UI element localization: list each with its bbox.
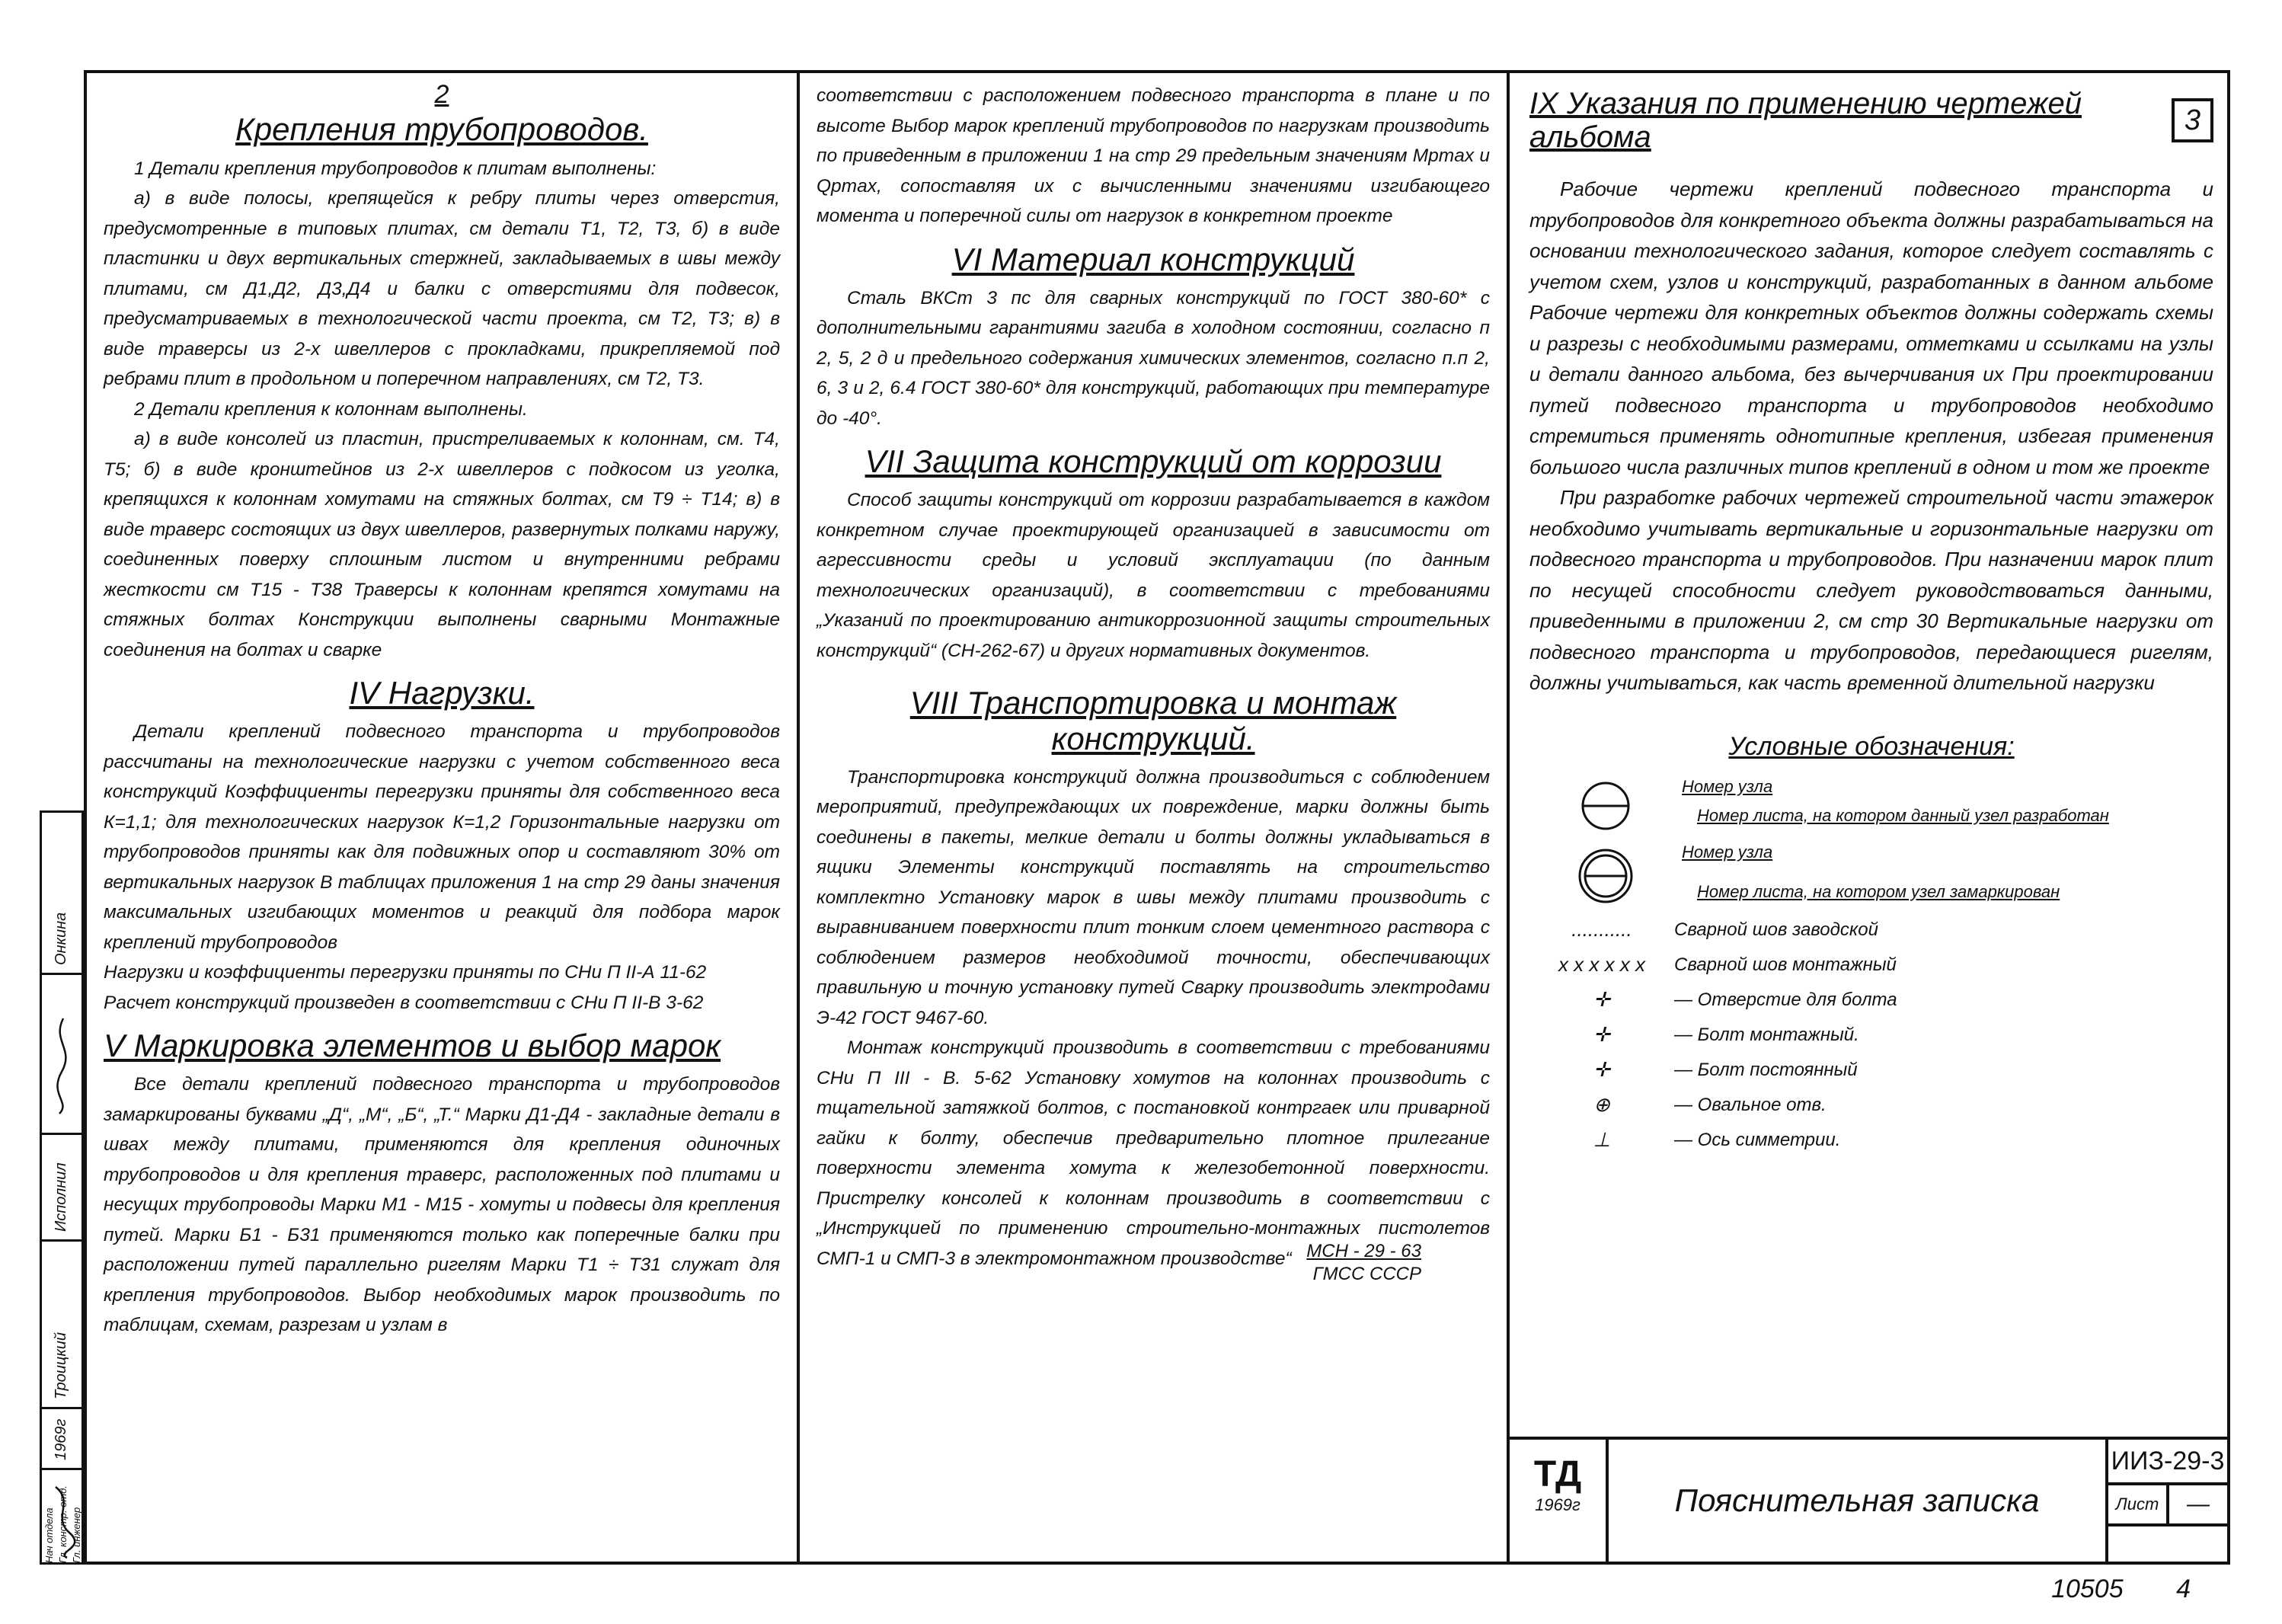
album-code: ИИЗ-29-3 (2108, 1440, 2227, 1485)
archive-number: 10505 (2051, 1574, 2124, 1603)
handwritten-signature-2 (48, 1483, 78, 1559)
node-circle-icon (1575, 775, 1636, 836)
section-2-paragraph-2: а) в виде полосы, крепящейся к ребру плиты через отверстия, предусмотренные в типовых плитах, см детали Т1, Т2, Т3, б) в виде пластинки и двух вертикальных стержней, закладываемых в швы между плитами, см Д1,Д2, Д3,Д4 и балки с отверстиями для подвесок, предусматриваемых в технологической части проекта, см Т2, Т3; в) в виде траверсы из 2-х швеллеров с прокладками, прикрепляемой под ребрами плит в продольном и поперечном направлениях, см Т2, Т3. (104, 188, 780, 390)
section-8-paragraph-1: Транспортировка конструкций должна производиться с соблюдением мероприятий, предупреждающих их повреждение, марки должны быть соединены в пакеты, мелкие детали и болты должны укладываться в ящики Элементы конструкций поставлять на строительство комплектно Установку марок в швы между плитами производить с выравниванием поверхности плит тонким слоем цементного раствора с соблюдением размеров необходимой точности, обеспечивающих правильную и точную установку путей Сварку производить электродами Э-42 ГОСТ 9467-60. (817, 766, 1490, 1028)
sheet-cell (2108, 1485, 2227, 1526)
section-8-title: VIII Транспортировка и монтаж конструкций. (909, 685, 1397, 756)
drawing-sheet (84, 70, 2230, 1565)
section-9-paragraph-2: При разработке рабочих чертежей строительной части этажерок необходимо учитывать вертикальные и горизонтальные нагрузки от подвесного транспорта и трубопроводов. При назначении марок плит по несущей способности следует руководствоваться данными, приведенными в приложении 2, см стр 30 Вертикальные нагрузки от подвесного транспорта и трубопроводов, передающиеся ригелям, должны учитываться, как часть временной длительной нагрузки (1529, 486, 2213, 694)
page-number-box: 3 (2172, 98, 2213, 142)
sheet-value: — (2166, 1485, 2227, 1523)
section-7-paragraph-1: Способ защиты конструкций от коррозии разрабатывается в каждом конкретном случае проектирующей организацией в зависимости от агрессивности среды и условий эксплуатации (по данным технологических организаций), в соответствии с требованиями „Указаний по проектированию антикоррозионной защиты строительных конструкций“ (СН-262-67) и других нормативных документов. (817, 490, 1490, 661)
stamp-year: 1969г (53, 1418, 69, 1460)
archive-numbers (2006, 1574, 2191, 1604)
field-weld-icon: x x x x x x (1558, 953, 1646, 976)
sheet-label: Лист (2115, 1495, 2159, 1514)
stamp-name-2: Троицкий (53, 1331, 69, 1399)
column-middle (797, 73, 1507, 1562)
legend-label: — Болт монтажный. (1674, 1024, 1859, 1045)
section-4-paragraph-3: Расчет конструкций произведен в соответствии с СНи П II-В 3-62 (104, 992, 704, 1013)
norm-reference-bottom: ГМСС СССР (1312, 1264, 1421, 1285)
legend-label: Сварной шов монтажный (1674, 954, 1897, 975)
legend-node-number: Номер узла (1682, 776, 1773, 796)
section-2-title: Крепления трубопроводов. (235, 111, 648, 148)
bolt-hole-icon: ✛ (1593, 988, 1610, 1011)
column-left (87, 73, 797, 1562)
handwritten-signature (48, 1011, 78, 1117)
sheet-number: 4 (2176, 1574, 2191, 1603)
permanent-bolt-icon: ✛ (1593, 1058, 1610, 1081)
oval-hole-icon: ⊕ (1593, 1093, 1610, 1116)
legend-node-marked (1529, 842, 2213, 913)
section-5-continuation: соответствии с расположением подвесного транспорта в плане и по высоте Выбор марок креплений трубопроводов по нагрузкам производить по приведенным в приложении 1 на стр 29 предельным значениям Мрmax и Qрmax, сопоставляя их с вычисленными значениями изгибающего момента и поперечной силы от нагрузок в конкретном проекте (817, 85, 1490, 226)
stamp-role-chief-designer: Гл. констр. отд. (57, 1485, 69, 1563)
section-2-paragraph-3: 2 Детали крепления к колоннам выполнены. (134, 398, 528, 420)
legend-label: — Овальное отв. (1674, 1094, 1827, 1115)
document-title: Пояснительная записка (1674, 1482, 2040, 1518)
legend-row (1529, 1123, 2213, 1158)
section-9-title: IX Указания по применению чертежей альбома (1529, 87, 2082, 154)
title-block (1507, 1437, 2227, 1562)
signature-stamp (40, 810, 84, 1565)
legend-row (1529, 948, 2213, 983)
section-6-paragraph-1: Сталь ВКСт 3 пс для сварных конструкций по ГОСТ 380-60* с дополнительными гарантиями загиба в холодном состоянии, согласно п 2, 5, 2 д и предельного содержания химических элементов, согласно п.п 2, 6, 3 и 2, 6.4 ГОСТ 380-60* для конструкций, работающих при температуре до -40°. (817, 287, 1490, 429)
legend-sheet-marked: Номер листа, на котором узел замаркирован (1697, 881, 2060, 901)
section-2-paragraph-1: 1 Детали крепления трубопроводов к плитам выполнены: (134, 158, 657, 179)
section-2-number: 2 (434, 80, 449, 109)
legend-label: — Ось симметрии. (1674, 1129, 1841, 1150)
section-2-paragraph-4: а) в виде консолей из пластин, пристреливаемых к колоннам, см. Т4, Т5; б) в виде кронштейнов из 2-х швеллеров с подкосом из уголка, крепящихся к колоннам хомутами на стяжных болтах, см Т9 ÷ Т14; в) в виде траверс состоящих из двух швеллеров, развернутых полками наружу, соединенных поверху сплошным листом и внутренними ребрами жесткости см Т15 - Т38 Траверсы к колоннам крепятся хомутами на стяжных болтах Конструкции выполнены сварными Монтажные соединения на болтах и сварке (104, 429, 780, 660)
node-double-circle-icon (1575, 846, 1636, 906)
stamp-name-1: Онкина (53, 912, 69, 965)
section-9-paragraph-1: Рабочие чертежи креплений подвесного транспорта и трубопроводов для конкретного объекта должны разрабатываться на основании технологического задания, которое следует составлять с учетом схем, узлов и конструкций, разработанных в данном альбоме Рабочие чертежи для конкретных объектов должны содержать схемы и разрезы с необходимыми размерами, отметками и ссылками на узлы и детали данного альбома, без вычерчивания их При проектировании путей подвесного транспорта и трубопроводов необходимо стремиться применять однотипные крепления, избегая применения большого числа различных типов креплений в одном и том же проекте (1529, 177, 2213, 478)
legend-sheet-developed: Номер листа, на котором данный узел разработан (1697, 805, 2109, 825)
section-8-paragraph-2: Монтаж конструкций производить в соответствии с требованиями СНи П III - В. 5-62 Установку хомутов на колоннах производить с тщательной затяжкой болтов, с постановкой контргаек или приварной гайки к болту, обеспечив предварительно плотное прилегание поверхности элемента хомута к железобетонной поверхности. Пристрелку консолей к колоннам производить в соответствии с „Инструкцией по применению строительно-монтажных пистолетов СМП-1 и СМП-3 в электромонтажном производстве“ (817, 1037, 1490, 1269)
section-5-title: V Маркировка элементов и выбор марок (104, 1028, 721, 1064)
section-4-paragraph-2: Нагрузки и коэффициенты перегрузки приняты по СНи П II-А 11-62 (104, 962, 707, 983)
section-6-title: VI Материал конструкций (951, 241, 1355, 277)
title-block-code (2105, 1440, 2227, 1562)
norm-reference-top: МСН - 29 - 63 (1306, 1241, 1421, 1262)
legend-node-number-2: Номер узла (1682, 842, 1773, 862)
section-4-title: IV Нагрузки. (349, 675, 535, 711)
stamp-role-head: Нач отдела (43, 1507, 55, 1563)
legend-row (1529, 1018, 2213, 1053)
assembly-bolt-icon: ✛ (1593, 1023, 1610, 1046)
factory-weld-icon: ........... (1571, 918, 1632, 941)
legend-row (1529, 913, 2213, 948)
section-7-title: VII Защита конструкций от коррозии (865, 443, 1442, 480)
column-right (1507, 73, 2230, 1562)
stamp-role-executed: Исполнил (53, 1162, 69, 1232)
legend-label: — Болт постоянный (1674, 1059, 1858, 1080)
legend-row (1529, 1088, 2213, 1123)
org-year: 1969г (1535, 1495, 1580, 1514)
legend-node-developed (1529, 772, 2213, 842)
org-code: ТД (1533, 1454, 1582, 1495)
stamp-role-chief-engineer: Гл. инженер (71, 1507, 82, 1563)
legend-title: Условные обозначения: (1728, 731, 2015, 761)
legend-row (1529, 983, 2213, 1018)
section-4-paragraph-1: Детали креплений подвесного транспорта и трубопроводов рассчитаны на технологические нагрузки с учетом собственного веса конструкций Коэффициенты перегрузки приняты для собственного веса К=1,1; для технологических нагрузок К=1,2 Горизонтальные нагрузки от трубопроводов приняты как для подвижных опор и составляют 30% от вертикальных нагрузок В таблицах приложения 1 на стр 29 даны значения максимальных изгибающих моментов и реакций для подбора марок креплений трубопроводов (104, 721, 780, 953)
legend (1529, 772, 2213, 1158)
section-5-paragraph-1: Все детали креплений подвесного транспорта и трубопроводов замаркированы буквами „Д“, „М“, „Б“, „Т.“ Марки Д1-Д4 - закладные детали в швах между плитами, применяются для крепления одиночных трубопроводов и для крепления траверс, расположенных под плитами и несущих трубопроводы Марки М1 - М15 - хомуты и подвесы для крепления путей. Марки Б1 - Б31 применяются только как поперечные балки при расположении путей параллельно ригелям Марки Т1 ÷ Т31 служат для крепления трубопроводов. Выбор необходимых марок производить по таблицам, схемам, разрезам и узлам в (104, 1074, 780, 1336)
section-9-header (1529, 87, 2213, 154)
title-block-org (1510, 1440, 1609, 1562)
symmetry-axis-icon: ⊥ (1593, 1128, 1611, 1151)
legend-label: — Отверстие для болта (1674, 989, 1897, 1010)
legend-row (1529, 1053, 2213, 1088)
legend-label: Сварной шов заводской (1674, 919, 1878, 940)
